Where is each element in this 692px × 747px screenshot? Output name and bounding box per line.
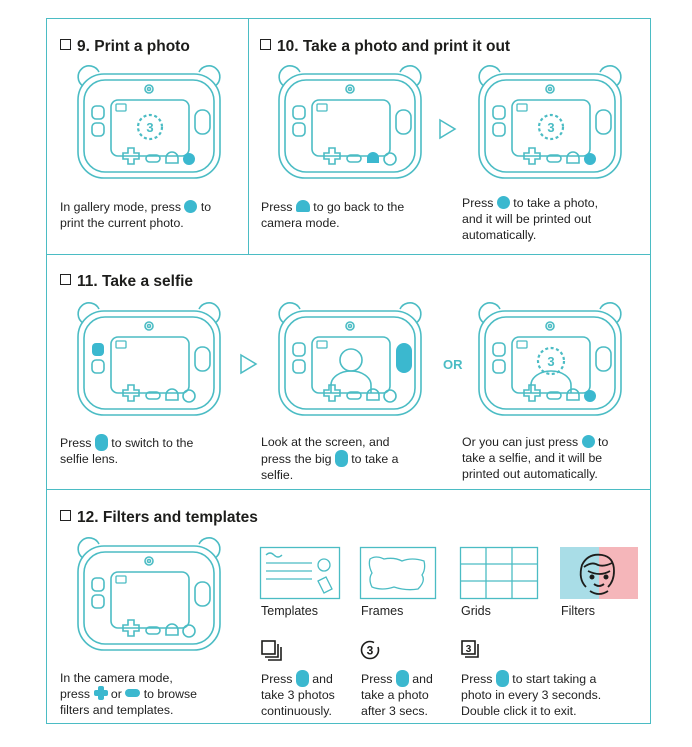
or-label: OR	[443, 357, 463, 372]
timer-mode-icon	[360, 639, 382, 661]
instruction-text: In gallery mode, press to print the current photo.	[60, 200, 212, 230]
dpad-button-icon	[94, 686, 108, 700]
camera-illustration	[276, 68, 424, 180]
camera-illustration	[75, 305, 223, 417]
interval-digit: 3	[465, 644, 472, 655]
menu-button-icon	[125, 689, 140, 697]
templates-label: Templates	[261, 604, 318, 618]
instruction-text: Press to take a photo, and it will be printed out automatically.	[462, 196, 599, 242]
arrow-right-icon	[239, 353, 259, 375]
checkbox-icon	[60, 510, 71, 521]
instruction-text: Look at the screen, and press the big to take a selfie.	[261, 435, 399, 482]
frames-thumbnail	[360, 547, 436, 599]
timer-digit: 3	[366, 643, 374, 658]
instruction-text: Press to go back to the camera mode.	[261, 200, 405, 230]
divider	[248, 18, 249, 254]
mode-button-icon	[296, 200, 310, 212]
interval-mode-icon	[460, 639, 482, 661]
camera-illustration	[75, 68, 223, 180]
grids-thumbnail	[460, 547, 538, 599]
camera-illustration	[276, 305, 424, 417]
instruction-text: Press and take 3 photos continuously.	[261, 672, 335, 718]
checkbox-icon	[60, 274, 71, 285]
instruction-text: Press to switch to the selfie lens.	[60, 436, 194, 466]
countdown-digit: 3	[146, 120, 154, 135]
arrow-right-icon	[438, 118, 458, 140]
section-title-12: 12. Filters and templates	[60, 509, 258, 527]
burst-mode-icon	[260, 639, 282, 661]
countdown-digit: 3	[547, 120, 555, 135]
big-shutter-button-icon	[335, 450, 348, 467]
camera-illustration	[476, 305, 624, 417]
section-title-9: 9. Print a photo	[60, 38, 190, 56]
shutter-button-icon	[296, 670, 309, 687]
section-title-11: 11. Take a selfie	[60, 273, 193, 291]
camera-illustration	[75, 540, 223, 652]
shutter-button-icon	[582, 435, 595, 448]
checkbox-icon	[260, 39, 271, 50]
filters-label: Filters	[561, 604, 596, 618]
shutter-button-icon	[496, 670, 509, 687]
shutter-button-icon	[396, 670, 409, 687]
templates-thumbnail	[260, 547, 340, 599]
grids-label: Grids	[461, 604, 491, 618]
instruction-text: In the camera mode, press or to browse filters and templates.	[60, 671, 198, 717]
instruction-text: Press to start taking a photo in every 3 seconds. Double click it to exit.	[461, 672, 602, 718]
selfie-switch-button-icon	[95, 434, 108, 451]
instruction-text: Press and take a photo after 3 secs.	[361, 672, 433, 718]
section-title-10: 10. Take a photo and print it out	[260, 38, 510, 56]
instruction-text: Or you can just press to take a selfie, and it will be printed out automatically.	[462, 435, 609, 481]
checkbox-icon	[60, 39, 71, 50]
shutter-button-icon	[184, 200, 197, 213]
countdown-digit: 3	[547, 354, 555, 369]
divider	[46, 254, 651, 255]
divider	[46, 489, 651, 490]
shutter-button-icon	[497, 196, 510, 209]
filters-thumbnail	[560, 547, 638, 599]
camera-illustration	[476, 68, 624, 180]
frames-label: Frames	[361, 604, 404, 618]
